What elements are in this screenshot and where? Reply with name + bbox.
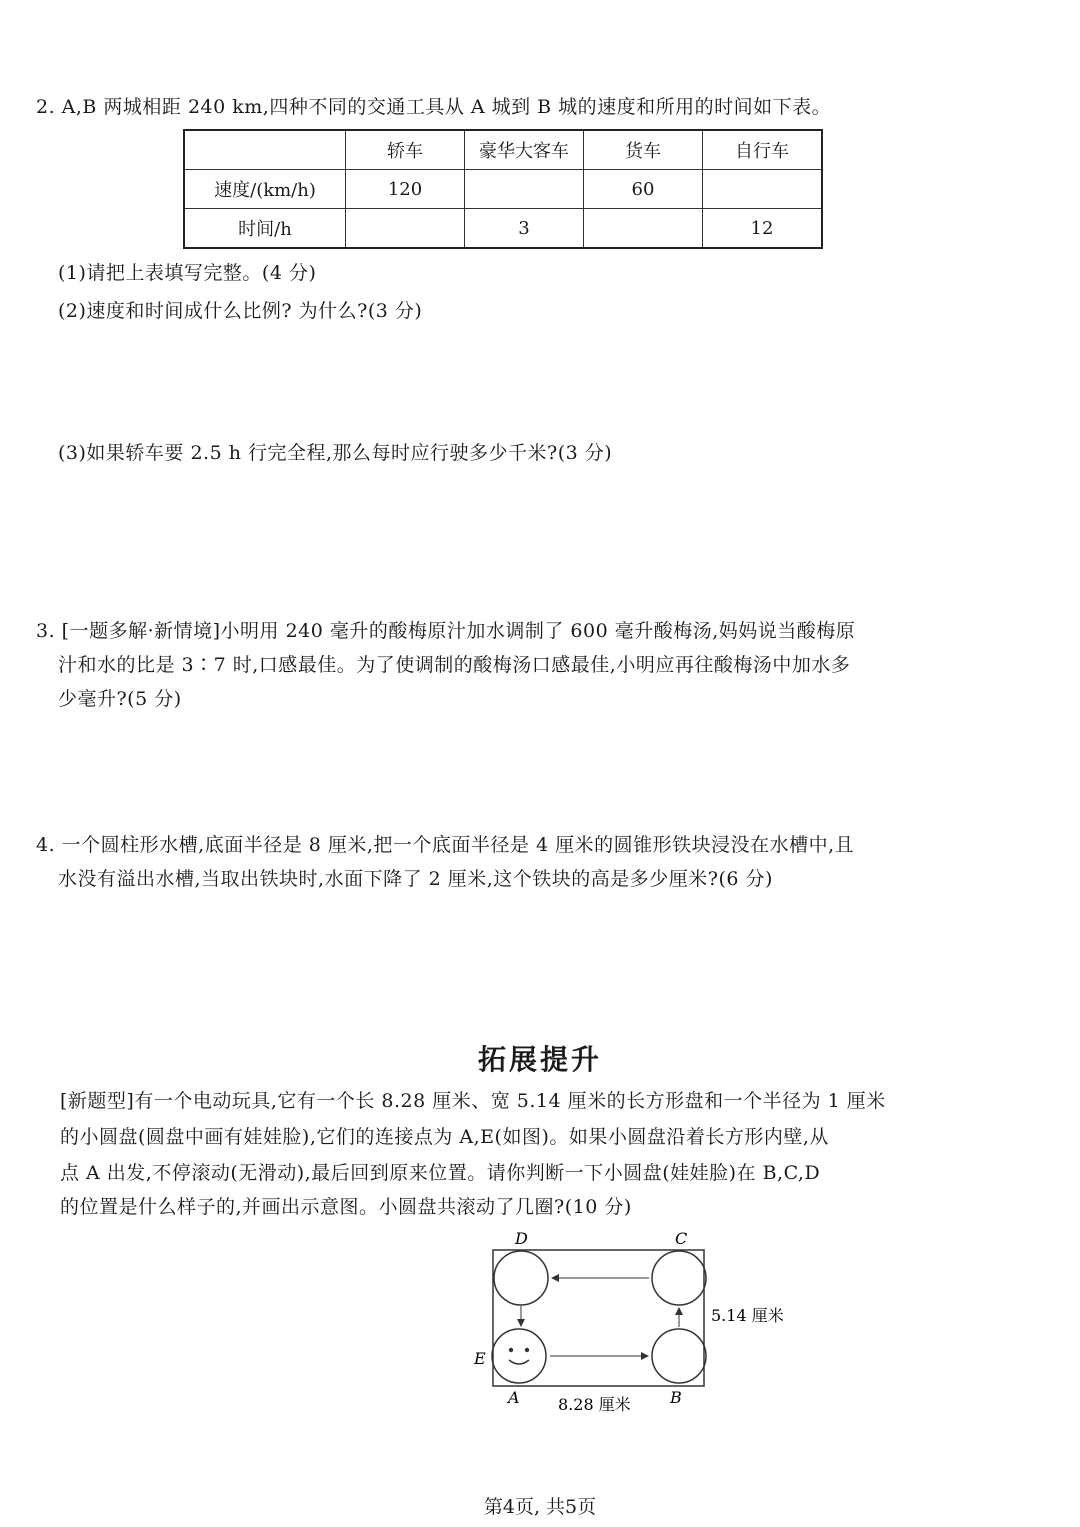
disc-b [652, 1329, 706, 1383]
disc-a-face [492, 1329, 546, 1383]
speed-time-table [183, 129, 823, 249]
table-cell [346, 209, 465, 249]
table-cell: 120 [346, 170, 465, 209]
page-footer: 第4页, 共5页 [483, 1496, 597, 1518]
label-a: A [508, 1388, 520, 1407]
table-cell: 12 [703, 209, 823, 249]
table-row [184, 170, 822, 209]
rectangle-tray [493, 1250, 704, 1386]
table-cell: 60 [584, 170, 703, 209]
table-cell [584, 209, 703, 249]
table-header-cell: 自行车 [703, 130, 823, 170]
q4-line: 水没有溢出水槽,当取出铁块时,水面下降了 2 厘米,这个铁块的高是多少厘米?(6 分) [58, 868, 773, 890]
extension-line: [新题型]有一个电动玩具,它有一个长 8.28 厘米、宽 5.14 厘米的长方形盘和一个半径为 1 厘米 [60, 1090, 886, 1112]
q3-line: 汁和水的比是 3∶7 时,口感最佳。为了使调制的酸梅汤口感最佳,小明应再往酸梅汤中加水多 [58, 654, 851, 676]
table-header-cell: 货车 [584, 130, 703, 170]
table-cell [465, 170, 584, 209]
q2-sub2: (2)速度和时间成什么比例? 为什么?(3 分) [58, 300, 423, 322]
table-cell [703, 170, 823, 209]
face-eye-icon [509, 1348, 513, 1352]
rolling-disc-figure [460, 1222, 820, 1422]
extension-line: 点 A 出发,不停滚动(无滑动),最后回到原来位置。请你判断一下小圆盘(娃娃脸)在 B,C,D [60, 1162, 821, 1184]
q3-line: 3. [一题多解·新情境]小明用 240 毫升的酸梅原汁加水调制了 600 毫升酸梅汤,妈妈说当酸梅原 [36, 620, 856, 642]
disc-c [652, 1251, 706, 1305]
table-header-cell: 轿车 [346, 130, 465, 170]
extension-line: 的小圆盘(圆盘中画有娃娃脸),它们的连接点为 A,E(如图)。如果小圆盘沿着长方形内壁,从 [60, 1126, 829, 1148]
label-d: D [515, 1229, 528, 1248]
face-eye-icon [525, 1348, 529, 1352]
label-b: B [670, 1388, 682, 1407]
table-header-cell [184, 130, 346, 170]
table-header-row [184, 130, 822, 170]
table-cell: 时间/h [184, 209, 346, 249]
q3-line: 少毫升?(5 分) [58, 688, 182, 710]
height-label: 5.14 厘米 [711, 1306, 784, 1325]
section-title: 拓展提升 [477, 1043, 602, 1076]
q2-sub1: (1)请把上表填写完整。(4 分) [58, 262, 317, 284]
face-smile-icon [509, 1360, 529, 1364]
label-e: E [474, 1349, 486, 1368]
width-label: 8.28 厘米 [558, 1395, 631, 1414]
disc-d [494, 1251, 548, 1305]
table-cell: 速度/(km/h) [184, 170, 346, 209]
q2-intro: 2. A,B 两城相距 240 km,四种不同的交通工具从 A 城到 B 城的速度和所用的时间如下表。 [36, 96, 832, 118]
table-cell: 3 [465, 209, 584, 249]
label-c: C [675, 1229, 688, 1248]
q2-sub3: (3)如果轿车要 2.5 h 行完全程,那么每时应行驶多少千米?(3 分) [58, 442, 613, 464]
q4-line: 4. 一个圆柱形水槽,底面半径是 8 厘米,把一个底面半径是 4 厘米的圆锥形铁块浸没在水槽中,且 [36, 834, 855, 856]
table-header-cell: 豪华大客车 [465, 130, 584, 170]
extension-line: 的位置是什么样子的,并画出示意图。小圆盘共滚动了几圈?(10 分) [60, 1196, 632, 1218]
table-row [184, 209, 822, 249]
